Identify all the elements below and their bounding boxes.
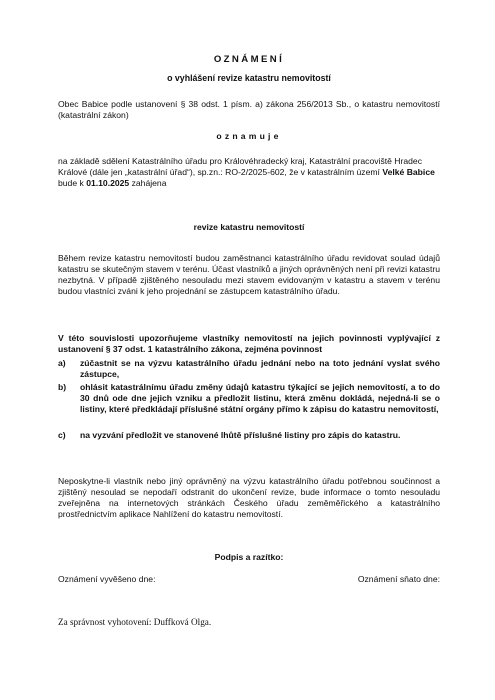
posted-date-label: Oznámení vyvěšeno dne:: [58, 574, 156, 584]
basis-mid: bude k: [58, 178, 84, 188]
list-letter: c): [58, 430, 66, 440]
list-text: na vyzvání předložit ve stanovené lhůtě příslušné listiny pro zápis do katastru.: [80, 430, 401, 440]
list-letter: a): [58, 358, 66, 368]
revision-heading: revize katastru nemovitostí: [193, 222, 305, 232]
footer-prepared-by: Za správnost vyhotovení: Duffková Olga.: [58, 617, 212, 627]
signature-heading: Podpis a razítko:: [214, 552, 284, 562]
obligations-intro: V této souvislosti upozorňujeme vlastníky nemovitostí na jejich povinnosti vyplývající z ustanovení § 37 odst. 1 katastrálního zákona, zejména povinnost: [58, 333, 440, 354]
revision-paragraph: Během revize katastru nemovitostí budou zaměstnanci katastrálního úřadu revidovat soulad údajů katastru se skutečným stavem v terénu. Účast vlastníků a jiných oprávněných není při revizi katastru nezbytná. V případě zjištěného nesouladu mezi stavem evidovaným v katastru a stavem v terénu budou vlastníci zváni k jeho projednání se zástupcem katastrálního úřadu.: [58, 253, 440, 296]
list-text: zúčastnit se na výzvu katastrálního úřadu jednání nebo na toto jednání vyslat svého zástupce,: [80, 358, 440, 379]
intro-paragraph: Obec Babice podle ustanovení § 38 odst. 1 písm. a) zákona 256/2013 Sb., o katastru nemovitostí (katastrální zákon): [58, 99, 440, 120]
document-title: OZNÁMENÍ: [213, 54, 285, 65]
basis-text: na základě sdělení Katastrálního úřadu pro Královéhradecký kraj, Katastrální pracoviště Hradec Králové (dále jen „katastrální úřad“), sp.zn.: RO-2/2025-602, že v katastrálním území: [58, 156, 423, 177]
posting-dates-row: [58, 574, 440, 586]
removed-date-label: Oznámení sňato dne:: [357, 574, 440, 584]
nonsupport-paragraph: Neposkytne-li vlastník nebo jiný oprávněný na výzvu katastrálního úřadu potřebnou součinnost a zjištěný nesoulad se nepodaří odstranit do ukončení revize, bude informace o tomto nesouladu zveřejněna na internetových stránkách Českého úřadu zeměměřického a katastrálního prostřednictvím aplikace Nahlížení do katastru nemovitostí.: [58, 476, 440, 519]
territory-name: Velké Babice: [382, 167, 435, 177]
list-text: ohlásit katastrálnímu úřadu změny údajů katastru týkající se jejich nemovitostí, a to do 30 dnů ode dne jejich vzniku a předložit listinu, která změnu dokládá, nejedná-li se o listiny, které předkládají příslušné státní orgány přímo k zápisu do katastru nemovitostí,: [80, 382, 440, 414]
basis-end: zahájena: [131, 178, 167, 188]
announce-heading: oznamuje: [216, 131, 282, 141]
basis-paragraph: [58, 156, 440, 189]
document-subtitle: o vyhlášení revize katastru nemovitostí: [167, 73, 331, 83]
start-date: 01.10.2025: [86, 178, 130, 188]
list-letter: b): [58, 382, 67, 392]
